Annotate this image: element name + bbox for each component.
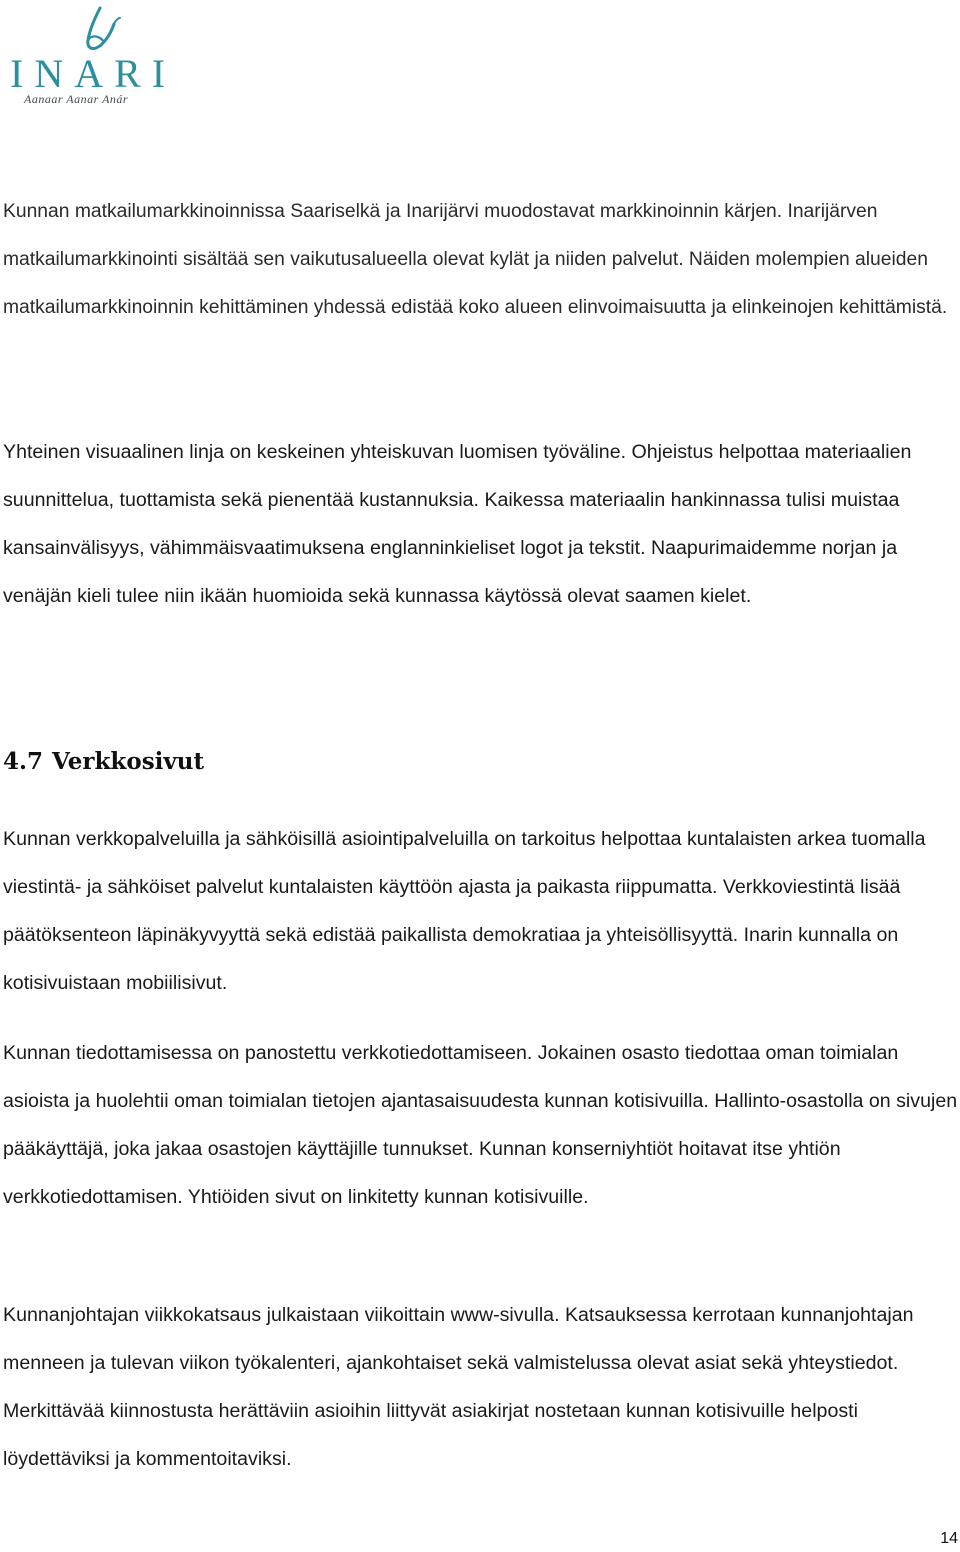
paragraph-web-services: Kunnan verkkopalveluilla ja sähköisillä asiointipalveluilla on tarkoitus helpottaa kuntalaisten arkea tuomalla viestintä- ja sähköiset palvelut kuntalaisten käyttöön ajasta ja paikasta riippumatta. Verkkoviestintä lisää päätöksenteon läpinäkyvyyttä sekä edistää paikallista demokratiaa ja yhteisöllisyyttä. Inarin kunnalla on kotisivuistaan mobiilisivut. <box>3 828 926 994</box>
logo-wordmark: INARI <box>10 51 177 96</box>
inari-logo <box>8 6 188 106</box>
paragraph-weekly-review: Kunnanjohtajan viikkokatsaus julkaistaan viikoittain www-sivulla. Katsauksessa kerrotaan kunnanjohtajan menneen ja tulevan viikon työkalenteri, ajankohtaiset sekä valmistelussa olevat asiat sekä yhteystiedot. Merkittävää kiinnostusta herättäviin asioihin liittyvät asiakirjat nostetaan kunnan kotisivuille helposti löydettäviksi ja kommentoitaviksi. <box>3 1304 914 1470</box>
section-heading <box>3 744 204 780</box>
logo-subtitle: Aanaar Aanar Anár <box>24 92 129 106</box>
paragraph-web-communication: Kunnan tiedottamisessa on panostettu verkkotiedottamiseen. Jokainen osasto tiedottaa oman toimialan asioista ja huolehtii oman toimialan tietojen ajantasaisuudesta kunnan kotisivuilla. Hallinto-osastolla on sivujen pääkäyttäjä, joka jakaa osastojen käyttäjille tunnukset. Kunnan konserniyhtiöt hoitavat itse yhtiön verkkotiedottamisen. Yhtiöiden sivut on linkitetty kunnan kotisivuille. <box>3 1042 958 1208</box>
paragraph-visual-identity: Yhteinen visuaalinen linja on keskeinen yhteiskuvan luomisen työväline. Ohjeistus helpottaa materiaalien suunnittelua, tuottamista sekä pienentää kustannuksia. Kaikessa materiaalin hankinnassa tulisi muistaa kansainvälisyys, vähimmäisvaatimuksena englanninkieliset logot ja tekstit. Naapurimaidemme norjan ja venäjän kieli tulee niin ikään huomioida sekä kunnassa käytössä olevat saamen kielet. <box>3 441 912 607</box>
paragraph-tourism-marketing: Kunnan matkailumarkkinoinnissa Saariselkä ja Inarijärvi muodostavat markkinoinnin kärjen. Inarijärven matkailumarkkinointi sisältää sen vaikutusalueella olevat kylät ja niiden palvelut. Näiden molempien alueiden matkailumarkkinoinnin kehittäminen yhdessä edistää koko alueen elinvoimaisuutta ja elinkeinojen kehittämistä. <box>3 201 948 318</box>
section-title: Verkkosivut <box>52 748 205 775</box>
page-number: 14 <box>940 1530 958 1547</box>
section-number: 4.7 <box>3 748 44 775</box>
